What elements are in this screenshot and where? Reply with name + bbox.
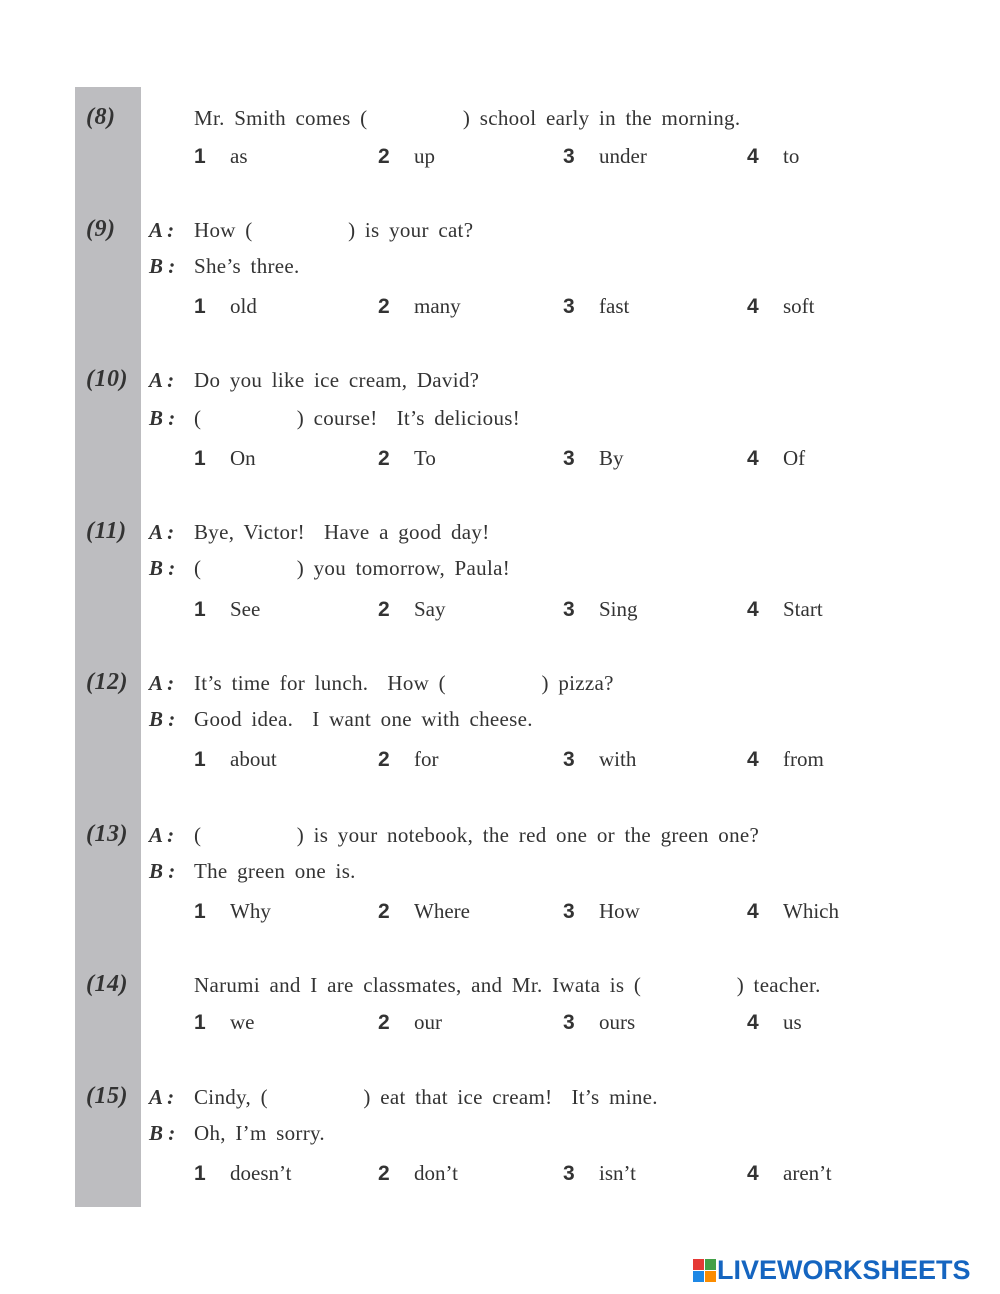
option-3[interactable] [563, 144, 647, 169]
option-3[interactable] [563, 899, 640, 924]
option-text: ours [599, 1010, 636, 1034]
logo-text: LIVEWORKSHEETS [717, 1254, 971, 1285]
question-number: (11) [86, 518, 127, 544]
option-number: 3 [563, 900, 575, 923]
dialogue-line: Good idea. I want one with cheese. [194, 707, 533, 731]
question-8 [0, 104, 1000, 234]
question-number: (13) [86, 821, 128, 847]
option-1[interactable] [194, 597, 260, 622]
option-4[interactable] [747, 1161, 832, 1186]
option-text: Sing [599, 597, 638, 621]
option-number: 1 [194, 1162, 206, 1185]
option-number: 4 [747, 1162, 759, 1185]
speaker-label: B : [149, 1121, 176, 1145]
option-number: 2 [378, 145, 390, 168]
dialogue-line: ( ) course! It’s delicious! [194, 406, 521, 430]
dialogue-line: It’s time for lunch. How ( ) pizza? [194, 671, 614, 695]
question-number: (9) [86, 216, 116, 242]
option-number: 1 [194, 1011, 206, 1034]
option-text: See [230, 597, 261, 621]
option-2[interactable] [378, 597, 446, 622]
option-number: 2 [378, 1162, 390, 1185]
speaker-label: B : [149, 859, 176, 883]
dialogue-line: Cindy, ( ) eat that ice cream! It’s mine. [194, 1085, 658, 1109]
option-1[interactable] [194, 899, 271, 924]
option-1[interactable] [194, 294, 257, 319]
dialogue-line: ( ) is your notebook, the red one or the green one? [194, 823, 760, 847]
option-4[interactable] [747, 294, 815, 319]
question-text: Mr. Smith comes ( ) school early in the morning. [194, 106, 741, 130]
option-number: 3 [563, 1011, 575, 1034]
option-3[interactable] [563, 1161, 636, 1186]
option-number: 1 [194, 295, 206, 318]
option-4[interactable] [747, 446, 805, 471]
logo-tile [693, 1259, 704, 1270]
question-number: (12) [86, 669, 128, 695]
option-number: 4 [747, 1011, 759, 1034]
logo-tile [705, 1259, 716, 1270]
speaker-label: A : [149, 520, 175, 544]
option-2[interactable] [378, 747, 439, 772]
question-9 [0, 216, 1000, 346]
option-text: to [783, 144, 800, 168]
speaker-label: B : [149, 707, 176, 731]
option-4[interactable] [747, 899, 839, 924]
option-number: 4 [747, 748, 759, 771]
option-3[interactable] [563, 294, 629, 319]
option-number: 4 [747, 295, 759, 318]
option-3[interactable] [563, 446, 624, 471]
option-text: old [230, 294, 257, 318]
speaker-label: A : [149, 823, 175, 847]
option-text: about [230, 747, 277, 771]
option-3[interactable] [563, 1010, 635, 1035]
option-4[interactable] [747, 747, 824, 772]
speaker-label: B : [149, 406, 176, 430]
option-text: How [599, 899, 640, 923]
option-4[interactable] [747, 1010, 802, 1035]
option-text: Where [414, 899, 470, 923]
option-text: up [414, 144, 435, 168]
question-number: (15) [86, 1083, 128, 1109]
option-2[interactable] [378, 1010, 442, 1035]
option-text: soft [783, 294, 815, 318]
dialogue-line: She’s three. [194, 254, 300, 278]
option-text: from [783, 747, 824, 771]
speaker-label: A : [149, 218, 175, 242]
option-text: Say [414, 597, 446, 621]
option-1[interactable] [194, 1161, 291, 1186]
option-4[interactable] [747, 144, 799, 169]
option-text: By [599, 446, 624, 470]
speaker-label: B : [149, 254, 176, 278]
option-number: 1 [194, 900, 206, 923]
option-text: aren’t [783, 1161, 832, 1185]
option-number: 2 [378, 295, 390, 318]
option-text: Why [230, 899, 271, 923]
speaker-label: A : [149, 368, 175, 392]
option-text: To [414, 446, 436, 470]
option-1[interactable] [194, 144, 248, 169]
liveworksheets-logo-icon [693, 1259, 715, 1281]
option-3[interactable] [563, 747, 636, 772]
option-2[interactable] [378, 294, 461, 319]
option-2[interactable] [378, 1161, 458, 1186]
option-number: 1 [194, 447, 206, 470]
option-number: 1 [194, 748, 206, 771]
question-15 [0, 1083, 1000, 1213]
question-13 [0, 821, 1000, 951]
option-text: On [230, 446, 256, 470]
option-text: under [599, 144, 647, 168]
option-number: 3 [563, 295, 575, 318]
dialogue-line: Do you like ice cream, David? [194, 368, 480, 392]
option-number: 2 [378, 1011, 390, 1034]
option-text: many [414, 294, 461, 318]
dialogue-line: Bye, Victor! Have a good day! [194, 520, 490, 544]
speaker-label: A : [149, 1085, 175, 1109]
question-number: (8) [86, 104, 116, 130]
option-number: 2 [378, 900, 390, 923]
option-number: 2 [378, 748, 390, 771]
logo-tile [693, 1271, 704, 1282]
option-number: 3 [563, 598, 575, 621]
option-2[interactable] [378, 446, 436, 471]
option-number: 1 [194, 145, 206, 168]
option-4[interactable] [747, 597, 823, 622]
option-number: 2 [378, 598, 390, 621]
option-text: Which [783, 899, 839, 923]
dialogue-line: The green one is. [194, 859, 356, 883]
option-number: 3 [563, 447, 575, 470]
option-2[interactable] [378, 144, 435, 169]
option-text: doesn’t [230, 1161, 292, 1185]
option-text: as [230, 144, 248, 168]
option-3[interactable] [563, 597, 638, 622]
option-number: 3 [563, 145, 575, 168]
option-number: 3 [563, 1162, 575, 1185]
option-number: 1 [194, 598, 206, 621]
speaker-label: B : [149, 556, 176, 580]
question-10 [0, 366, 1000, 496]
option-text: for [414, 747, 439, 771]
option-2[interactable] [378, 899, 470, 924]
option-text: isn’t [599, 1161, 636, 1185]
liveworksheets-logo [693, 1255, 971, 1285]
question-11 [0, 518, 1000, 648]
question-12 [0, 669, 1000, 799]
option-number: 2 [378, 447, 390, 470]
option-1[interactable] [194, 1010, 255, 1035]
option-number: 4 [747, 900, 759, 923]
option-text: we [230, 1010, 255, 1034]
question-number: (10) [86, 366, 128, 392]
option-text: don’t [414, 1161, 458, 1185]
option-number: 4 [747, 598, 759, 621]
option-number: 4 [747, 447, 759, 470]
option-text: Of [783, 446, 806, 470]
speaker-label: A : [149, 671, 175, 695]
question-number: (14) [86, 971, 128, 997]
option-text: our [414, 1010, 442, 1034]
question-text: Narumi and I are classmates, and Mr. Iwata is ( ) teacher. [194, 973, 821, 997]
option-number: 3 [563, 748, 575, 771]
logo-tile [705, 1271, 716, 1282]
question-14 [0, 971, 1000, 1101]
option-1[interactable] [194, 446, 256, 471]
option-text: fast [599, 294, 630, 318]
option-1[interactable] [194, 747, 277, 772]
option-text: with [599, 747, 637, 771]
option-text: us [783, 1010, 802, 1034]
dialogue-line: Oh, I’m sorry. [194, 1121, 325, 1145]
option-number: 4 [747, 145, 759, 168]
option-text: Start [783, 597, 823, 621]
dialogue-line: ( ) you tomorrow, Paula! [194, 556, 510, 580]
dialogue-line: How ( ) is your cat? [194, 218, 474, 242]
